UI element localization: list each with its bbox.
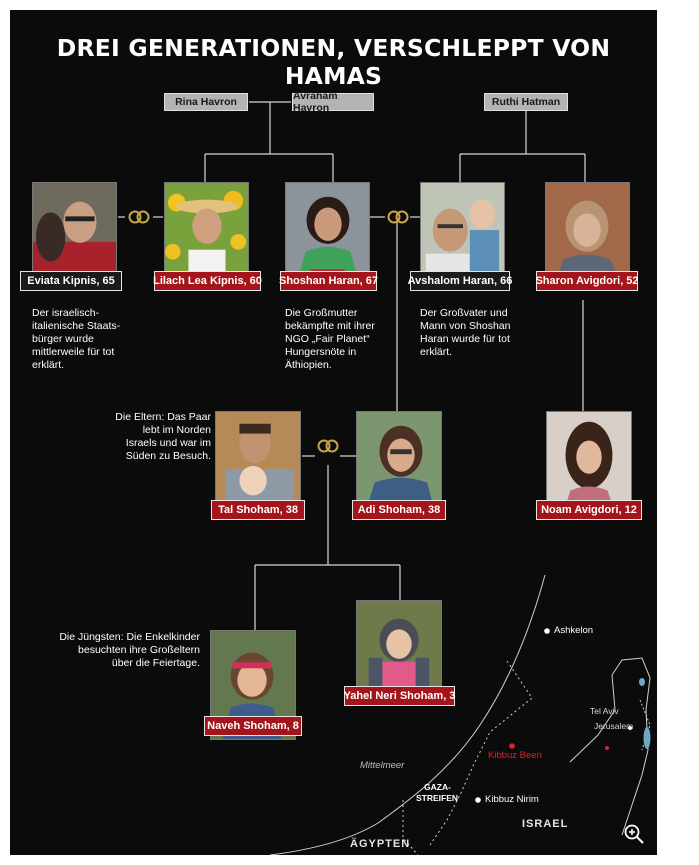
map-label-mittelmeer: Mittelmeer [360, 760, 405, 771]
label-shoshan-haran: Shoshan Haran, 67 [280, 271, 377, 291]
label-eviata-kipnis: Eviata Kipnis, 65 [20, 271, 122, 291]
infographic [10, 10, 657, 855]
label-lilach-kipnis: Lilach Lea Kipnis, 60 [154, 271, 261, 291]
map-label-jerusalem: Jerusalem [594, 721, 634, 731]
map-label-aegypten: ÄGYPTEN [350, 838, 411, 850]
marker-kibbuz-beeri [509, 743, 515, 749]
desc-youngest: Die Jüngsten: Die Enkelkinder besuchten ihre Großeltern über die Feiertage. [59, 631, 200, 669]
name-rina-havron: Rina Havron [164, 93, 248, 111]
map-label-gaza-1: GAZA- [424, 782, 451, 792]
desc-avshalom: Der Großvater und Mann von Shoshan Haran wurde für tot erklärt. [420, 307, 511, 358]
map-label-tel-aviv: Tel Aviv [590, 706, 619, 716]
label-yahel-shoham: Yahel Neri Shoham, 3 [344, 686, 455, 706]
marker-ashkelon [544, 628, 550, 634]
label-avshalom-haran: Avshalom Haran, 66 [410, 271, 510, 291]
label-sharon-avigdori: Sharon Avigdori, 52 [536, 271, 638, 291]
label-naveh-shoham: Naveh Shoham, 8 [204, 716, 302, 736]
name-ruthi-hatman: Ruthi Hatman [484, 93, 568, 111]
desc-shoshan: Die Großmutter bekämpfte mit ihrer NGO „Fair Planet“ Hungersnöte in Äthiopien. [285, 307, 375, 371]
page-title: DREI GENERATIONEN, VERSCHLEPPT VON HAMAS [56, 34, 611, 90]
map-label-israel: ISRAEL [522, 818, 569, 830]
map-label-ashkelon: Ashkelon [554, 625, 594, 636]
label-tal-shoham: Tal Shoham, 38 [211, 500, 305, 520]
marker-kibbuz-nirim [475, 797, 481, 803]
label-noam-avigdori: Noam Avigdori, 12 [536, 500, 642, 520]
desc-parents: Die Eltern: Das Paar lebt im Norden Israels und war im Süden zu Besuch. [115, 411, 211, 462]
label-adi-shoham: Adi Shoham, 38 [352, 500, 446, 520]
desc-eviata: Der israelisch- italienische Staats- bürger wurde mittlerweile für tot erklärt. [32, 307, 121, 371]
zoom-in-icon[interactable] [623, 823, 645, 845]
map-label-kibbuz-nirim: Kibbuz Nirim [485, 794, 539, 805]
map-label-kibbuz-beeri: Kibbuz Beeri [488, 750, 542, 761]
map-label-gaza-2: STREIFEN [416, 793, 459, 803]
map [10, 10, 657, 855]
name-avraham-havron: Avraham Havron [292, 93, 374, 111]
